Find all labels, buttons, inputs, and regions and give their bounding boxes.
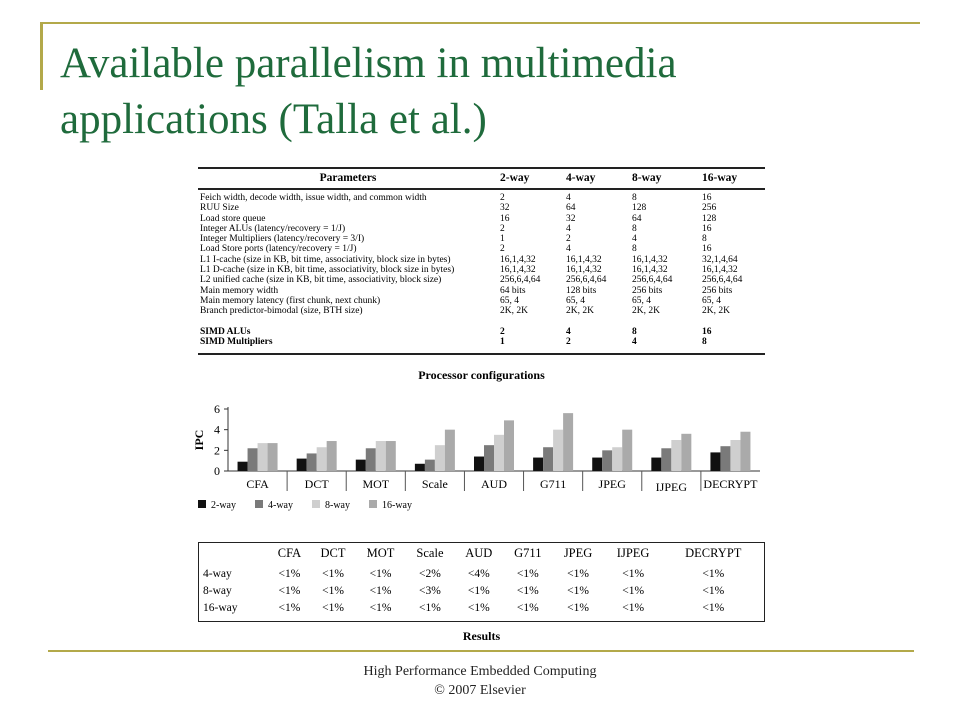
bar-16-way-AUD <box>504 420 514 471</box>
config-cell: 2 <box>500 193 505 203</box>
processor-config-table <box>198 167 765 355</box>
config-row <box>198 286 765 296</box>
bar-4-way-DECRYPT <box>720 446 730 471</box>
legend-label: 8-way <box>325 500 350 511</box>
config-header-cell: 2-way <box>498 168 564 189</box>
results-cell: <1% <box>567 585 589 597</box>
config-cell: 16 <box>702 193 712 203</box>
results-row <box>199 566 764 583</box>
simd-cell: 1 <box>498 337 564 354</box>
simd-cell: SIMD ALUs <box>200 326 251 337</box>
config-row <box>198 203 765 213</box>
bar-2-way-DECRYPT <box>710 452 720 471</box>
config-cell: 128 <box>702 213 717 224</box>
config-cell: L1 D-cache (size in KB, bit time, associativity, block size in bytes) <box>200 265 455 276</box>
simd-cell: 4 <box>630 337 700 354</box>
results-table <box>199 543 764 617</box>
results-row <box>199 600 764 617</box>
config-cell: L2 unified cache (size in KB, bit time, associativity, block size) <box>200 275 442 286</box>
config-row <box>198 275 765 285</box>
bar-16-way-IJPEG <box>681 434 691 471</box>
x-tick-label: CFA <box>246 477 269 491</box>
config-cell: RUU Size <box>200 203 239 214</box>
config-cell: 2K, 2K <box>566 306 594 317</box>
config-cell: Feich width, decode width, issue width, and common width <box>200 193 427 203</box>
x-tick-label: JPEG <box>598 477 626 491</box>
config-cell: Main memory latency (first chunk, next chunk) <box>200 295 381 306</box>
x-tick-label: MOT <box>362 477 390 491</box>
config-row <box>198 255 765 265</box>
bar-4-way-IJPEG <box>661 448 671 471</box>
config-cell: 128 bits <box>566 285 597 296</box>
results-cell: <1% <box>322 585 344 597</box>
bar-8-way-JPEG <box>612 447 622 471</box>
results-row-label: 4-way <box>203 568 232 580</box>
config-cell: 64 <box>632 213 642 224</box>
results-cell: <1% <box>467 585 490 597</box>
results-cell: <1% <box>369 568 392 580</box>
slide-title-line-2: applications (Talla et al.) <box>60 96 487 143</box>
config-cell: 32 <box>500 203 510 214</box>
config-cell: 64 <box>566 203 576 214</box>
config-cell: 8 <box>632 244 637 255</box>
bar-8-way-DCT <box>317 447 327 471</box>
results-cell: <1% <box>369 585 392 597</box>
results-header-row <box>199 543 764 566</box>
config-cell: 16,1,4,32 <box>500 265 536 276</box>
accent-horizontal-line-top <box>40 22 920 24</box>
results-cell: <1% <box>516 602 539 614</box>
results-cell: <1% <box>369 602 392 614</box>
config-cell: 2K, 2K <box>702 306 730 317</box>
y-tick-label: 2 <box>214 443 220 458</box>
bar-4-way-MOT <box>366 448 376 471</box>
config-cell: 4 <box>566 223 571 234</box>
simd-cell: 8 <box>632 326 637 337</box>
config-row <box>198 214 765 224</box>
results-cell: <1% <box>622 585 645 597</box>
bar-2-way-Scale <box>415 464 425 471</box>
slide-title <box>60 36 920 148</box>
config-cell: 256,6,4,64 <box>632 275 673 286</box>
config-cell: 256 bits <box>702 285 733 296</box>
accent-horizontal-line-bottom <box>48 650 914 652</box>
results-caption: Results <box>462 629 501 643</box>
ipc-bar-chart <box>190 395 770 525</box>
results-cell: <1% <box>516 585 539 597</box>
results-header-cell <box>199 543 268 566</box>
config-cell: Integer Multipliers (latency/recovery = 3/I) <box>200 234 365 245</box>
y-tick-label: 0 <box>214 464 220 478</box>
footer-line-1: High Performance Embedded Computing <box>363 664 597 679</box>
results-cell: <1% <box>516 568 539 580</box>
legend-label: 16-way <box>382 500 412 511</box>
legend-label: 4-way <box>268 500 293 511</box>
y-tick-label: 4 <box>214 422 220 437</box>
results-cell: <3% <box>419 585 441 597</box>
config-row <box>198 244 765 254</box>
results-header-cell: JPEG <box>563 546 593 560</box>
bar-4-way-Scale <box>425 460 435 471</box>
config-cell: 4 <box>566 193 571 203</box>
bar-4-way-AUD <box>484 445 494 471</box>
config-cell: 1 <box>500 234 505 245</box>
results-cell: <1% <box>702 568 725 580</box>
results-header-cell: G711 <box>514 546 542 560</box>
config-cell: 4 <box>632 234 637 245</box>
config-cell: 32,1,4,64 <box>702 254 738 265</box>
x-tick-label: Scale <box>421 477 448 491</box>
bar-2-way-IJPEG <box>651 458 661 471</box>
bar-16-way-MOT <box>386 441 396 471</box>
config-cell: Load Store ports (latency/recovery = 1/J) <box>200 244 357 255</box>
simd-cell: 8 <box>700 337 765 354</box>
config-cell: 16,1,4,32 <box>632 254 668 265</box>
y-tick-label: 6 <box>214 402 220 416</box>
legend-swatch-4-way <box>255 500 263 508</box>
config-cell: 8 <box>632 193 637 203</box>
results-header-cell: DCT <box>320 546 346 560</box>
config-cell: 65, 4 <box>500 295 519 306</box>
bar-2-way-MOT <box>356 460 366 471</box>
bar-16-way-DECRYPT <box>740 432 750 471</box>
config-cell: 16 <box>702 244 712 255</box>
config-cell: Main memory width <box>200 285 279 296</box>
config-cell: 256,6,4,64 <box>702 275 743 286</box>
config-cell: 32 <box>566 213 576 224</box>
x-tick-label: AUD <box>481 477 507 491</box>
results-row-label: 16-way <box>203 602 238 614</box>
results-cell: <1% <box>622 602 645 614</box>
config-cell: 16 <box>500 213 510 224</box>
bar-16-way-CFA <box>268 443 278 471</box>
config-caption: Processor configurations <box>418 368 545 382</box>
results-header-cell: AUD <box>465 546 493 560</box>
config-cell: 2 <box>500 244 505 255</box>
config-cell: 4 <box>566 244 571 255</box>
config-cell: 16,1,4,32 <box>566 265 602 276</box>
legend-swatch-2-way <box>198 500 206 508</box>
config-cell: 2K, 2K <box>500 306 528 317</box>
results-cell: <1% <box>622 568 645 580</box>
legend-swatch-16-way <box>369 500 377 508</box>
bar-8-way-Scale <box>435 445 445 471</box>
results-table-box <box>198 542 765 622</box>
bar-8-way-DECRYPT <box>730 440 740 471</box>
results-cell: <4% <box>467 568 490 580</box>
bar-2-way-DCT <box>297 459 307 471</box>
simd-row <box>198 317 765 337</box>
x-tick-label: DECRYPT <box>703 477 758 491</box>
config-cell: 16 <box>702 223 712 234</box>
config-row <box>198 224 765 234</box>
config-cell: 65, 4 <box>702 295 721 306</box>
results-header-cell: CFA <box>277 546 302 560</box>
simd-cell: 2 <box>500 326 505 337</box>
config-header-cell: 4-way <box>564 168 630 189</box>
config-row <box>198 265 765 275</box>
bar-4-way-G711 <box>543 447 553 471</box>
slide-title-line-1: Available parallelism in multimedia <box>60 40 677 87</box>
config-cell: 16,1,4,32 <box>500 254 536 265</box>
simd-row <box>198 337 765 354</box>
results-cell: <1% <box>567 568 589 580</box>
y-axis-label: IPC <box>192 429 206 451</box>
simd-cell: 16 <box>702 326 712 337</box>
config-cell: Load store queue <box>200 213 266 224</box>
bar-16-way-JPEG <box>622 430 632 471</box>
results-cell: <2% <box>419 568 441 580</box>
legend-swatch-8-way <box>312 500 320 508</box>
results-header-cell: DECRYPT <box>685 546 742 560</box>
bar-8-way-MOT <box>376 441 386 471</box>
results-cell: <1% <box>322 602 344 614</box>
bar-8-way-G711 <box>553 430 563 471</box>
config-header-cell: Parameters <box>198 168 498 189</box>
config-cell: 8 <box>632 223 637 234</box>
config-cell: 16,1,4,32 <box>702 265 738 276</box>
results-cell: <1% <box>278 602 301 614</box>
results-cell: <1% <box>419 602 441 614</box>
config-row <box>198 189 765 203</box>
bar-4-way-DCT <box>307 453 317 471</box>
config-cell: Branch predictor-bimodal (size, BTH size) <box>200 306 363 317</box>
config-row <box>198 306 765 316</box>
results-row-label: 8-way <box>203 585 232 597</box>
results-header-cell: MOT <box>366 546 395 560</box>
config-cell: 2K, 2K <box>632 306 660 317</box>
results-cell: <1% <box>278 585 301 597</box>
config-cell: Integer ALUs (latency/recovery = 1/J) <box>200 223 346 234</box>
simd-cell: SIMD Multipliers <box>198 337 498 354</box>
config-cell: 2 <box>500 223 505 234</box>
config-cell: 128 <box>632 203 647 214</box>
bar-2-way-JPEG <box>592 458 602 471</box>
config-header-cell: 8-way <box>630 168 700 189</box>
bar-2-way-AUD <box>474 457 484 471</box>
results-header-cell: IJPEG <box>616 546 650 560</box>
config-cell: 8 <box>702 234 707 245</box>
bar-8-way-CFA <box>258 443 268 471</box>
config-cell: 256 bits <box>632 285 663 296</box>
bar-4-way-JPEG <box>602 450 612 471</box>
simd-cell: 4 <box>566 326 571 337</box>
accent-vertical-line <box>40 22 43 90</box>
config-row <box>198 296 765 306</box>
results-cell: <1% <box>278 568 301 580</box>
bar-2-way-G711 <box>533 458 543 471</box>
config-cell: 2 <box>566 234 571 245</box>
results-cell: <1% <box>322 568 344 580</box>
results-cell: <1% <box>467 602 490 614</box>
config-header-row <box>198 168 765 189</box>
config-cell: 256,6,4,64 <box>566 275 607 286</box>
bar-16-way-G711 <box>563 413 573 471</box>
bar-16-way-Scale <box>445 430 455 471</box>
results-cell: <1% <box>702 585 725 597</box>
config-cell: 65, 4 <box>632 295 651 306</box>
config-header-cell: 16-way <box>700 168 765 189</box>
config-cell: 16,1,4,32 <box>566 254 602 265</box>
config-cell: 64 bits <box>500 285 526 296</box>
bar-16-way-DCT <box>327 441 337 471</box>
bar-8-way-AUD <box>494 435 504 471</box>
bar-4-way-CFA <box>248 448 258 471</box>
bar-8-way-IJPEG <box>671 440 681 471</box>
results-cell: <1% <box>702 602 725 614</box>
results-row <box>199 583 764 600</box>
x-tick-label: DCT <box>304 477 329 491</box>
config-cell: 65, 4 <box>566 295 585 306</box>
config-cell: 16,1,4,32 <box>632 265 668 276</box>
bar-2-way-CFA <box>238 462 248 471</box>
results-cell: <1% <box>567 602 589 614</box>
x-tick-label: G711 <box>539 477 567 491</box>
x-tick-label: IJPEG <box>655 480 688 494</box>
config-cell: L1 I-cache (size in KB, bit time, associativity, block size in bytes) <box>200 254 451 265</box>
legend-label: 2-way <box>211 500 236 511</box>
config-row <box>198 234 765 244</box>
config-cell: 256 <box>702 203 717 214</box>
simd-cell: 2 <box>564 337 630 354</box>
footer-line-2: © 2007 Elsevier <box>434 683 526 698</box>
config-cell: 256,6,4,64 <box>500 275 541 286</box>
results-header-cell: Scale <box>416 546 444 560</box>
